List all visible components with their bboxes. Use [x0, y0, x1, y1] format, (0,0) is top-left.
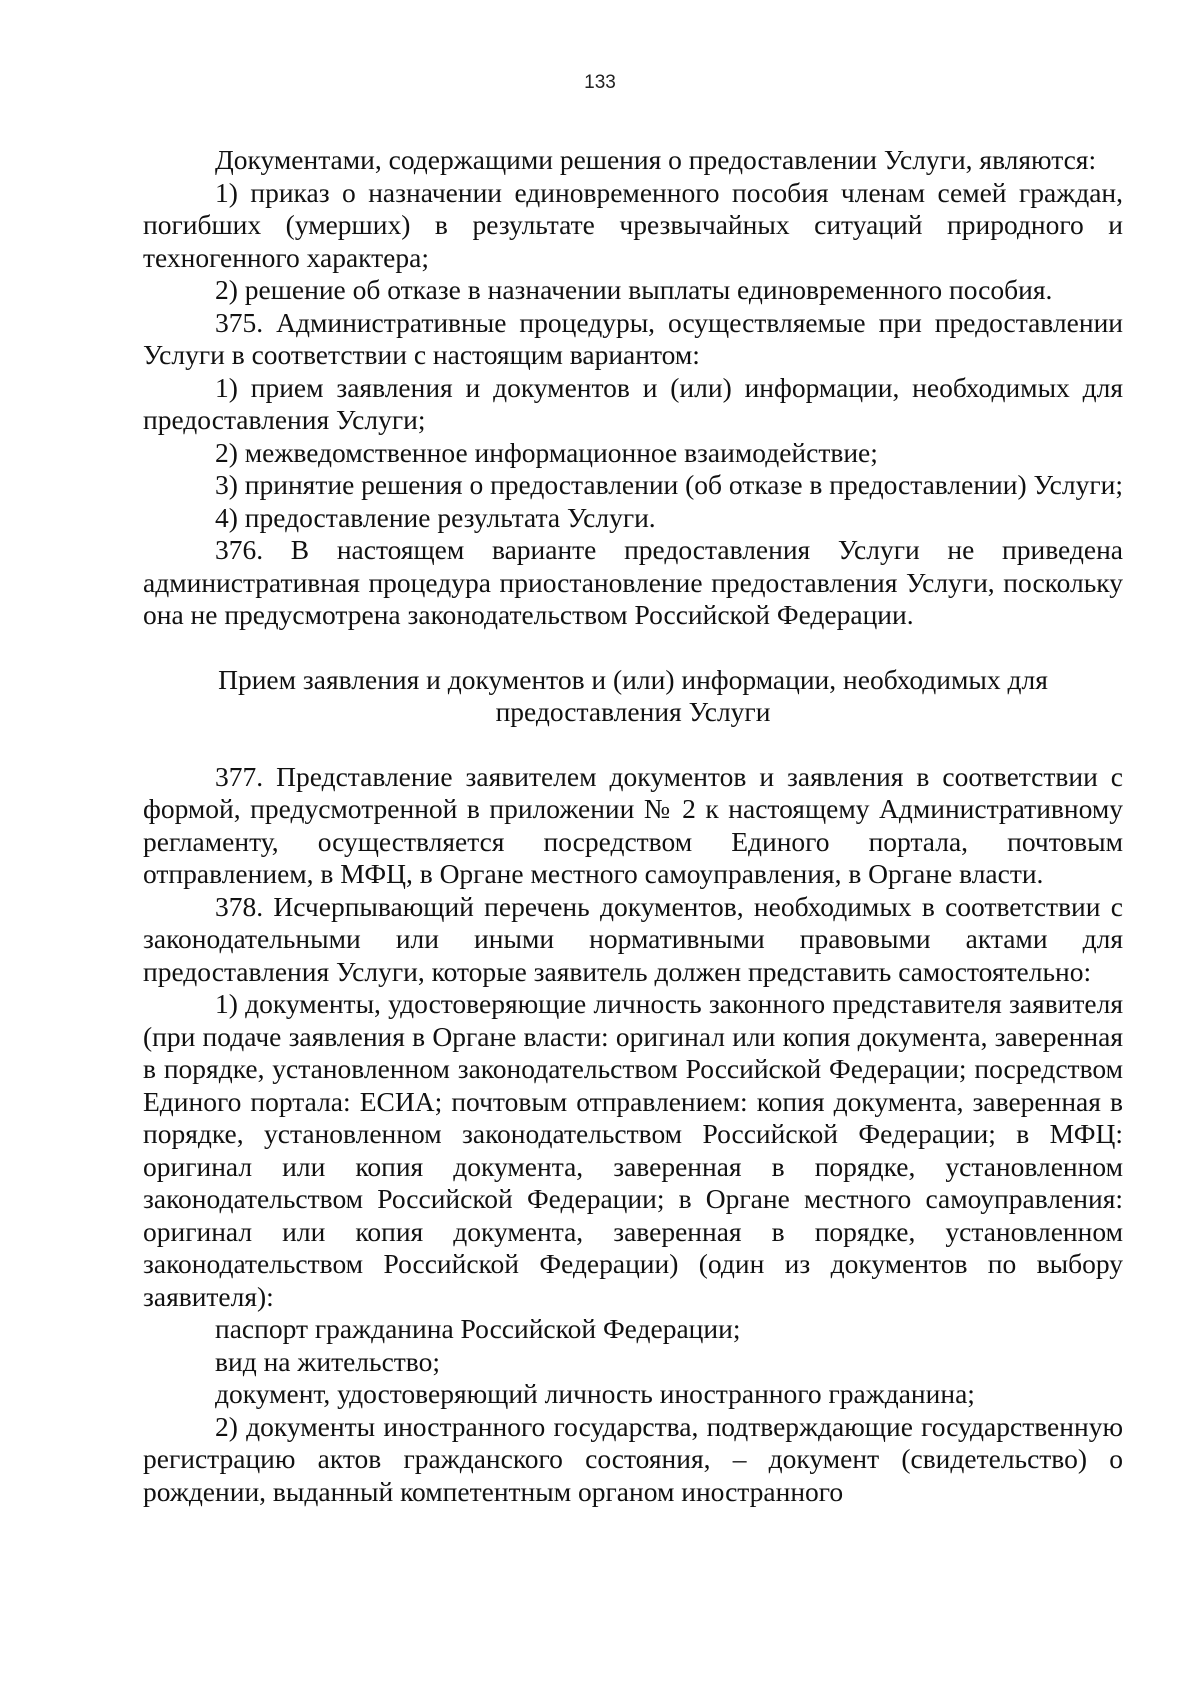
list-item-foreign-id: документ, удостоверяющий личность иностранного гражданина; — [215, 1378, 975, 1409]
paragraph-identity-documents: 1) документы, удостоверяющие личность законного представителя заявителя (при подаче заявления в Органе власти: оригинал или копия документа, заверенная в порядке, установленном законодательством Российской Федерации; посредством Единого портала: ЕСИА; почтовым отправлением: копия документа, заверенная в порядке, установленном законодательством Российской Федерации; в МФЦ: оригинал или копия документа, заверенная в порядке, установленном законодательством Российской Федерации; в Органе местного самоуправления: оригинал или копия документа, заверенная в порядке, установленном законодательством Российской Федерации) (один из документов по выбору заявителя): — [143, 988, 1123, 1312]
paragraph-376: 376. В настоящем варианте предоставления Услуги не приведена административная процедура приостановление предоставления Услуги, поскольку она не предусмотрена законодательством Российской Федерации. — [143, 534, 1123, 630]
paragraph-procedure-1: 1) прием заявления и документов и (или) информации, необходимых для предоставления Услуги; — [143, 371, 1123, 435]
paragraph-foreign-documents: 2) документы иностранного государства, подтверждающие государственную регистрацию актов гражданского состояния, – документ (свидетельство) о рождении, выданный компетентным органом иностранного — [143, 1410, 1123, 1507]
paragraph-procedure-4: 4) предоставление результата Услуги. — [215, 501, 656, 533]
paragraph-378: 378. Исчерпывающий перечень документов, необходимых в соответствии с законодательными или иными нормативными правовыми актами для предоставления Услуги, которые заявитель должен представить самостоятельно: — [143, 890, 1123, 987]
paragraph-375: 375. Административные процедуры, осуществляемые при предоставлении Услуги в соответствии с настоящим вариантом: — [143, 306, 1123, 370]
document-body — [143, 144, 1123, 1508]
list-item-residence-permit: вид на жительство; — [215, 1345, 440, 1377]
paragraph-item-order: 1) приказ о назначении единовременного пособия членам семей граждан, погибших (умерших) в результате чрезвычайных ситуаций природного и техногенного характера; — [143, 176, 1123, 273]
page-number: 133 — [584, 72, 616, 93]
paragraph-item-refusal: 2) решение об отказе в назначении выплаты единовременного пособия. — [215, 274, 1053, 305]
paragraph-procedure-3: 3) принятие решения о предоставлении (об отказе в предоставлении) Услуги; — [215, 469, 1123, 500]
paragraph-procedure-2: 2) межведомственное информационное взаимодействие; — [215, 436, 878, 468]
paragraph-377: 377. Представление заявителем документов и заявления в соответствии с формой, предусмотренной в приложении № 2 к настоящему Административному регламенту, осуществляется посредством Единого портала, почтовым отправлением, в МФЦ, в Органе местного самоуправления, в Органе власти. — [143, 760, 1123, 889]
section-heading: Прием заявления и документов и (или) информации, необходимых для предоставления Услуги — [218, 663, 1048, 727]
paragraph-documents-intro: Документами, содержащими решения о предоставлении Услуги, являются: — [215, 144, 1097, 175]
list-item-passport: паспорт гражданина Российской Федерации; — [215, 1313, 741, 1344]
